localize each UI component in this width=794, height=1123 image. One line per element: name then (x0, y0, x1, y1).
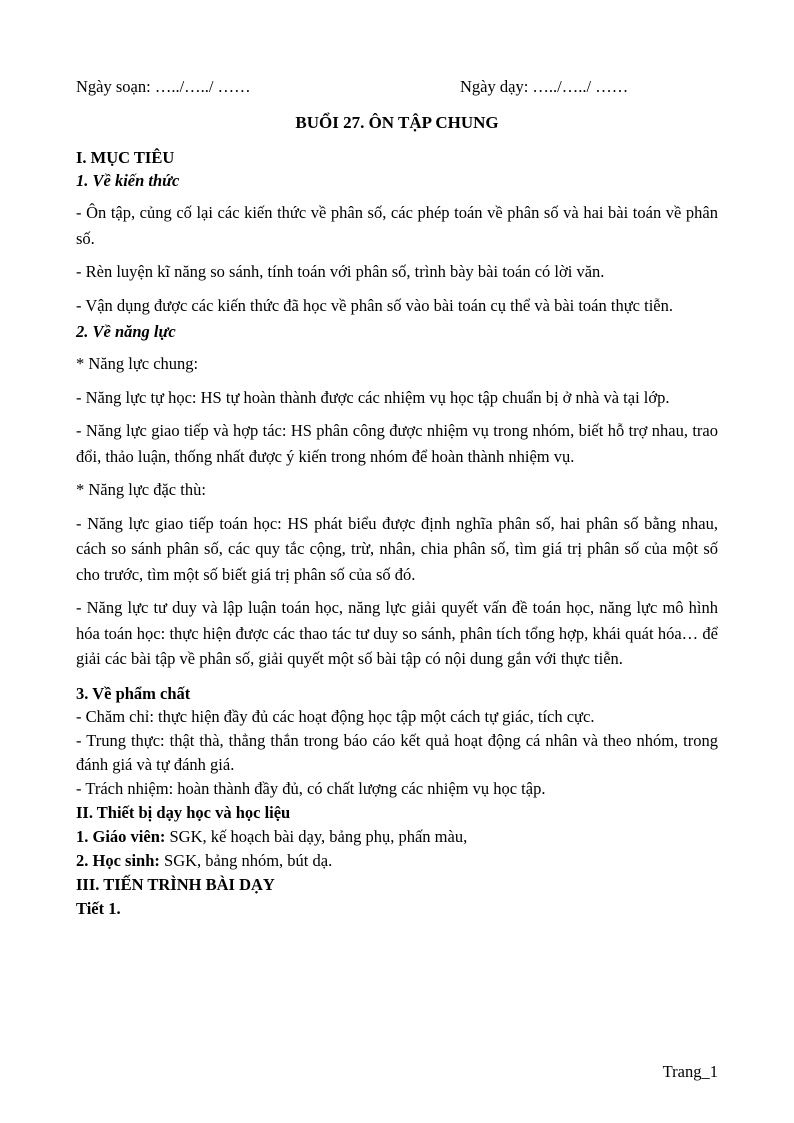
list-item: - Năng lực tự học: HS tự hoàn thành được các nhiệm vụ học tập chuẩn bị ở nhà và tại lớp. (76, 387, 670, 407)
section-heading-muc-tieu: I. MỤC TIÊU (76, 148, 175, 167)
tiet-label: Tiết 1. (76, 898, 121, 918)
list-item: - Ôn tập, củng cố lại các kiến thức về phân số, các phép toán về phân số và hai bài toán về phân số. (76, 203, 718, 248)
subheading-nang-luc: 2. Về năng lực (76, 322, 176, 341)
hoc-sinh-text: SGK, bảng nhóm, bút dạ. (159, 850, 333, 870)
list-item: - Năng lực tư duy và lập luận toán học, năng lực giải quyết vấn đề toán học, năng lực mô hình hóa toán học: thực hiện được các thao tác tư duy so sánh, phân tích tổng hợp, khái quát hóa… để giải các bài tập về phân số, giải quyết một số bài tập có nội dung gắn với thực tiễn. (76, 598, 718, 668)
hoc-sinh-label: 2. Học sinh: (76, 850, 160, 870)
ngay-day: Ngày dạy: …../…../ …… (460, 77, 629, 96)
giao-vien-label: 1. Giáo viên: (76, 826, 166, 846)
list-item: - Trung thực: thật thà, thẳng thắn trong báo cáo kết quả hoạt động cá nhân và theo nhóm, trong đánh giá và tự đánh giá. (76, 730, 718, 774)
document-body (76, 146, 718, 921)
list-item: - Năng lực giao tiếp toán học: HS phát biểu được định nghĩa phân số, hai phân số bằng nhau, cách so sánh phân số, các quy tắc cộng, trừ, nhân, chia phân số, tìm giá trị phân số của một số cho trước, tìm một số biết giá trị phân số của số đó. (76, 513, 718, 584)
subheading-pham-chat: 3. Về phẩm chất (76, 683, 191, 703)
subheading-kien-thuc: 1. Về kiến thức (76, 171, 180, 190)
ngay-soan: Ngày soạn: …../…../ …… (76, 77, 251, 96)
list-item: - Năng lực giao tiếp và hợp tác: HS phân công được nhiệm vụ trong nhóm, biết hỗ trợ nhau, trao đổi, thảo luận, thống nhất được ý kiến trong nhóm để hoàn thành nhiệm vụ. (76, 421, 718, 466)
page-number: Trang_1 (662, 1062, 718, 1081)
giao-vien-line (76, 825, 718, 849)
section-heading-tien-trinh: III. TIẾN TRÌNH BÀI DẠY (76, 874, 275, 894)
list-item: - Trách nhiệm: hoàn thành đầy đủ, có chất lượng các nhiệm vụ học tập. (76, 778, 546, 798)
list-item: - Vận dụng được các kiến thức đã học về phân số vào bài toán cụ thể và bài toán thực tiễn. (76, 295, 673, 315)
nang-luc-chung-label: * Năng lực chung: (76, 354, 199, 373)
hoc-sinh-line (76, 849, 718, 873)
list-item: - Rèn luyện kĩ năng so sánh, tính toán với phân số, trình bày bài toán có lời văn. (76, 262, 605, 281)
section-heading-thiet-bi: II. Thiết bị dạy học và học liệu (76, 802, 291, 822)
giao-vien-text: SGK, kế hoạch bài dạy, bảng phụ, phấn màu, (165, 826, 468, 846)
list-item: - Chăm chỉ: thực hiện đầy đủ các hoạt động học tập một cách tự giác, tích cực. (76, 706, 595, 726)
page-title: BUỔI 27. ÔN TẬP CHUNG (295, 113, 499, 132)
nang-luc-dac-thu-label: * Năng lực đặc thù: (76, 480, 206, 499)
